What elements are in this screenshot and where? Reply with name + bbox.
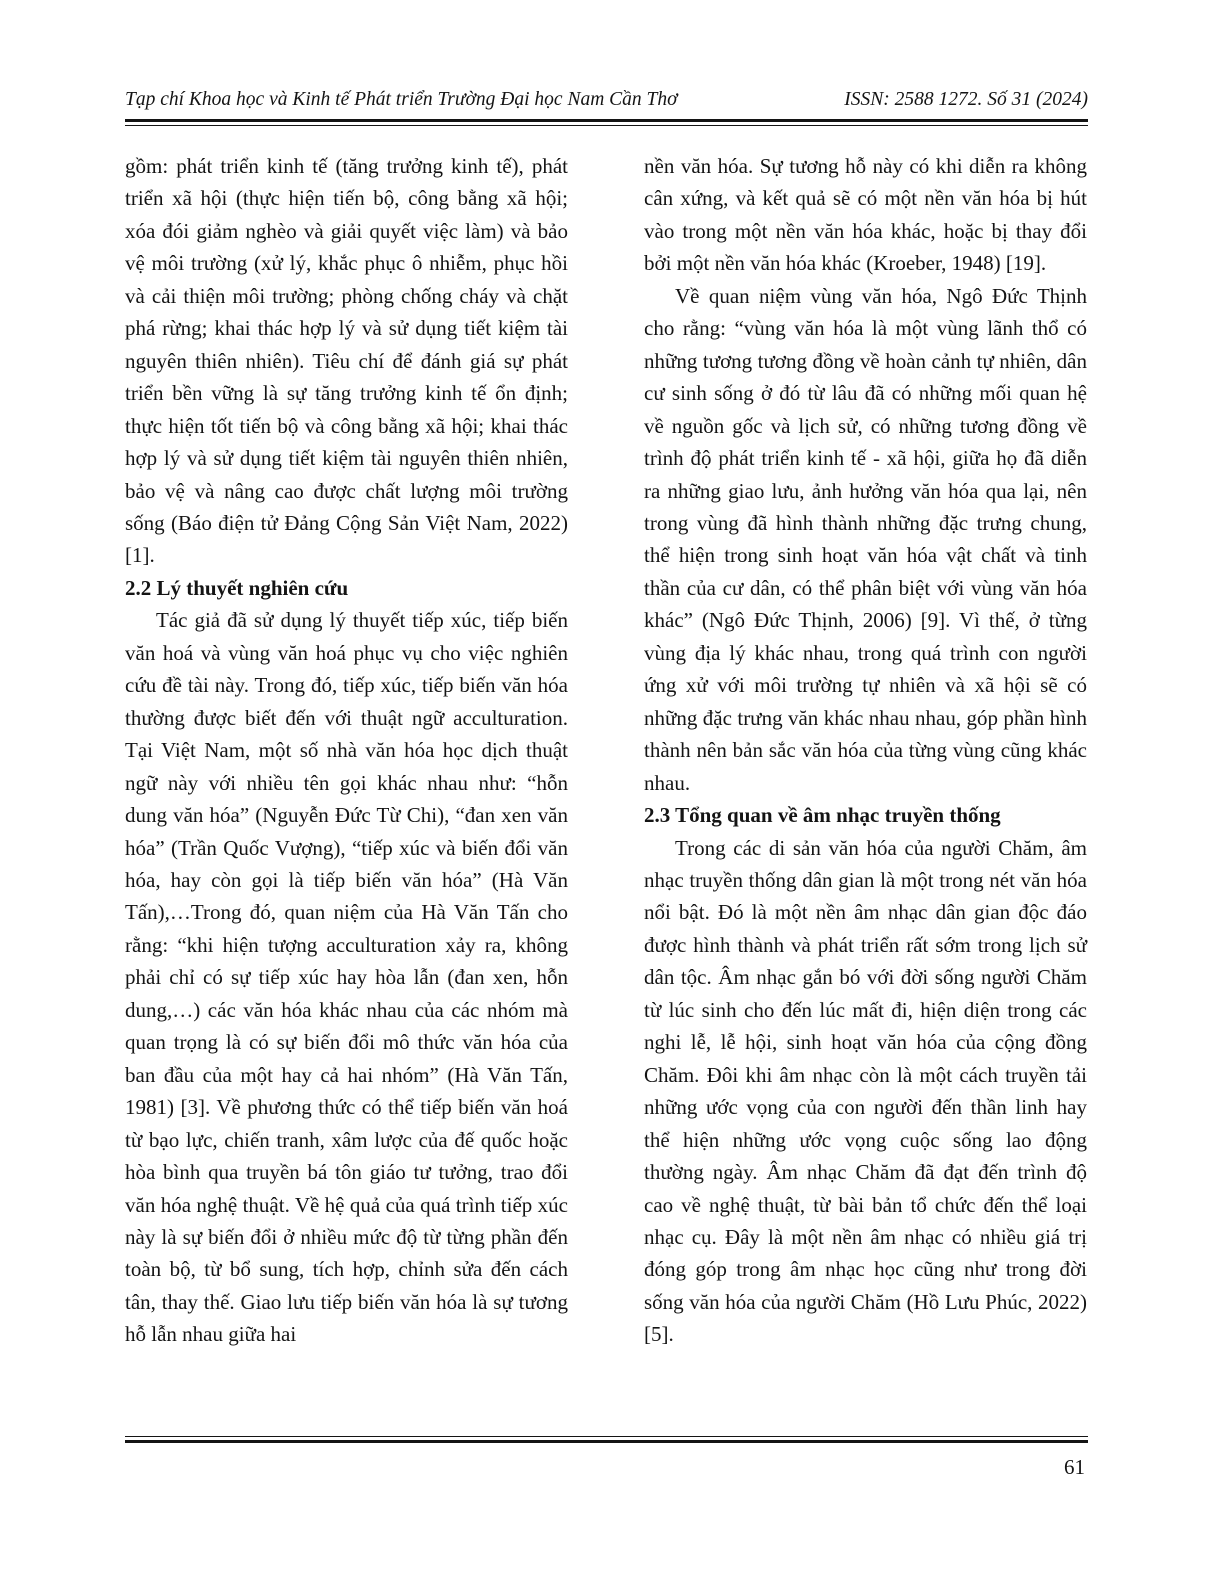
paragraph: Trong các di sản văn hóa của người Chăm, âm nhạc truyền thống dân gian là một trong nét văn hóa nổi bật. Đó là một nền âm nhạc dân gian độc đáo được hình thành và phát triển rất sớm trong lịch sử dân tộc. Âm nhạc gắn bó với đời sống người Chăm từ lúc sinh cho đến lúc mất đi, hiện diện trong các nghi lễ, lễ hội, sinh hoạt văn hóa của cộng đồng Chăm. Đôi khi âm nhạc còn là một cách truyền tải những ước vọng của con người đến thần linh hay thể hiện những ước vọng cuộc sống lao động thường ngày. Âm nhạc Chăm đã đạt đến trình độ cao về nghệ thuật, từ bài bản tổ chức đến thể loại nhạc cụ. Đây là một nền âm nhạc có nhiều giá trị đóng góp trong âm nhạc học cũng như trong đời sống văn hóa của người Chăm (Hồ Lưu Phúc, 2022) [5].	[644, 835, 1087, 1347]
footer-rule-thick	[125, 1440, 1088, 1443]
left-column	[125, 150, 568, 1351]
paragraph: Về quan niệm vùng văn hóa, Ngô Đức Thịnh cho rằng: “vùng văn hóa là một vùng lãnh thổ có những tương tương đồng về hoàn cảnh tự nhiên, dân cư sinh sống ở đó từ lâu đã có những mối quan hệ về nguồn gốc và lịch sử, có những tương đồng về trình độ phát triển kinh tế - xã hội, giữa họ đã diễn ra những giao lưu, ảnh hưởng văn hóa qua lại, nên trong vùng đã hình thành những đặc trưng chung, thể hiện trong sinh hoạt văn hóa vật chất và tinh thần của cư dân, có thể phân biệt với vùng văn hóa khác” (Ngô Đức Thịnh, 2006) [9]. Vì thế, ở từng vùng địa lý khác nhau, trong quá trình con người ứng xử với môi trường tự nhiên và xã hội sẽ có những đặc trưng văn khác nhau nhau, góp phần hình thành nên bản sắc văn hóa của từng vùng cũng khác nhau.	[644, 283, 1087, 795]
paragraph: nền văn hóa. Sự tương hỗ này có khi diễn ra không cân xứng, và kết quả sẽ có một nền văn hóa bị hút vào trong một nền văn hóa khác, hoặc bị thay đổi bởi một nền văn hóa khác (Kroeber, 1948) [19].	[644, 154, 1087, 276]
header-rule-thin	[125, 125, 1088, 126]
section-heading: 2.3 Tổng quan về âm nhạc truyền thống	[644, 803, 1001, 828]
page-number: 61	[1064, 1455, 1085, 1479]
footer-rule-thin	[125, 1436, 1088, 1437]
journal-title: Tạp chí Khoa học và Kinh tế Phát triển Trường Đại học Nam Cần Thơ	[125, 89, 678, 110]
issn-label: ISSN: 2588 1272. Số 31 (2024)	[844, 89, 1088, 110]
paragraph: Tác giả đã sử dụng lý thuyết tiếp xúc, tiếp biến văn hoá và vùng văn hoá phục vụ cho việc nghiên cứu đề tài này. Trong đó, tiếp xúc, tiếp biến văn hóa thường được biết đến với thuật ngữ acculturation. Tại Việt Nam, một số nhà văn hóa học dịch thuật ngữ này với nhiều tên gọi khác nhau như: “hỗn dung văn hóa” (Nguyễn Đức Từ Chi), “đan xen văn hóa” (Trần Quốc Vượng), “tiếp xúc và biến đổi văn hóa, hay còn gọi là tiếp biến văn hóa” (Hà Văn Tấn),…Trong đó, quan niệm của Hà Văn Tấn cho rằng: “khi hiện tượng acculturation xảy ra, không phải chỉ có sự tiếp xúc hay hòa lẫn (đan xen, hỗn dung,…) các văn hóa khác nhau của các nhóm mà quan trọng là có sự biến đổi mô thức văn hóa của ban đầu của một hay cả hai nhóm” (Hà Văn Tấn, 1981) [3]. Về phương thức có thể tiếp biến văn hoá từ bạo lực, chiến tranh, xâm lược của đế quốc hoặc hòa bình qua truyền bá tôn giáo tư tưởng, trao đổi văn hóa nghệ thuật. Về hệ quả của quá trình tiếp xúc này là sự biến đổi ở nhiều mức độ từ từng phần đến toàn bộ, từ bổ sung, tích hợp, chỉnh sửa đến cách tân, thay thế. Giao lưu tiếp biến văn hóa là sự tương hỗ lẫn nhau giữa hai	[125, 608, 568, 1347]
header-rule-thick	[125, 119, 1088, 122]
paragraph: gồm: phát triển kinh tế (tăng trưởng kinh tế), phát triển xã hội (thực hiện tiến bộ, công bằng xã hội; xóa đói giảm nghèo và giải quyết việc làm) và bảo vệ môi trường (xử lý, khắc phục ô nhiễm, phục hồi và cải thiện môi trường; phòng chống cháy và chặt phá rừng; khai thác hợp lý và sử dụng tiết kiệm tài nguyên thiên nhiên). Tiêu chí để đánh giá sự phát triển bền vững là sự tăng trưởng kinh tế ổn định; thực hiện tốt tiến bộ và công bằng xã hội; khai thác hợp lý và sử dụng tiết kiệm tài nguyên thiên nhiên, bảo vệ và nâng cao được chất lượng môi trường sống (Báo điện tử Đảng Cộng Sản Việt Nam, 2022) [1].	[125, 154, 568, 568]
right-column	[644, 150, 1087, 1351]
section-heading: 2.2 Lý thuyết nghiên cứu	[125, 575, 349, 600]
